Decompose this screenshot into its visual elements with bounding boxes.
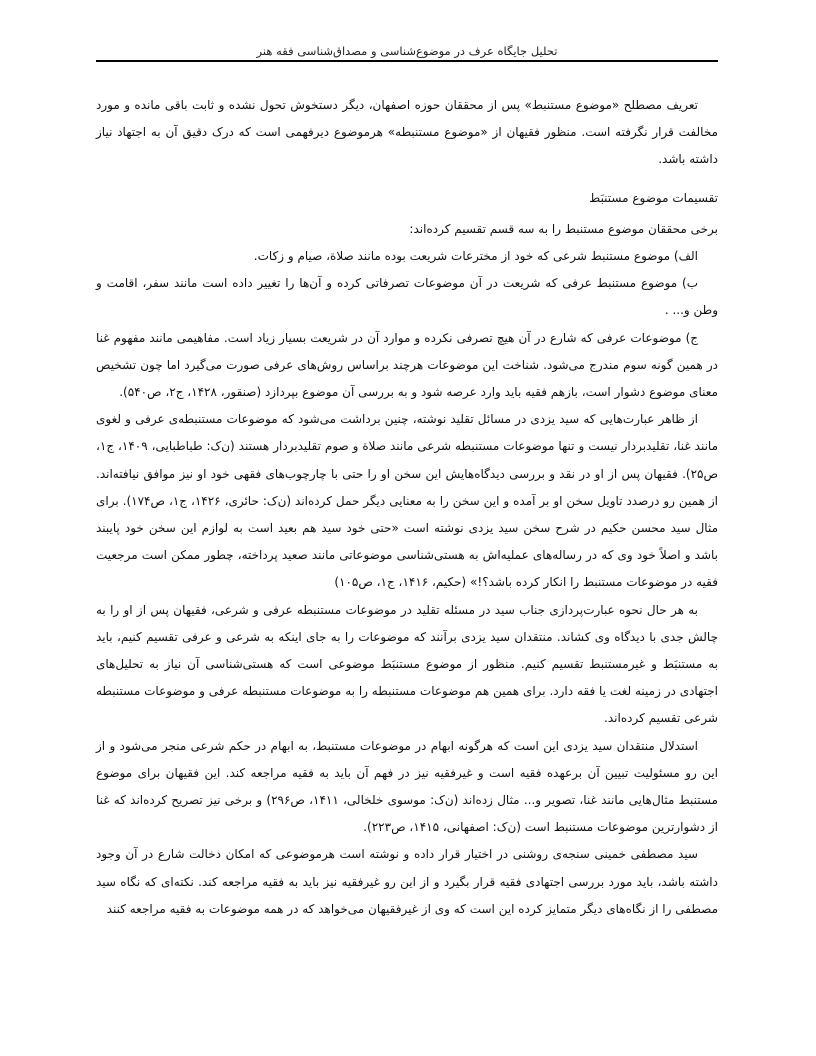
paragraph-intro: برخی محققان موضوع مستنبط را به سه قسم تقسیم کرده‌اند:	[409, 221, 718, 236]
list-item-b: ب) موضوع مستنبط عرفی که شریعت در آن موضوعات تصرفاتی کرده و آن‌ها را تغییر داده است مانند سفر، اقامت و وطن و... .	[96, 276, 718, 318]
section-heading: تقسیمات موضوع مستنبَط	[589, 190, 718, 205]
paragraph-khomeini: سید مصطفی خمینی سنجه‌ی روشنی در اختیار قرار داده و نوشته است هرموضوعی که امکان دخالت شارع در آن وجود داشته باشد، باید مورد بررسی اجتهادی فقیه قرار بگیرد و از این رو غیرفقیه نیز باید به فقیه مراجعه کند. نکته‌ای که نگاه سید مصطفی را از نگاه‌های دیگر متمایز کرده این است که وی از غیرفقیهان می‌خواهد که در همه موضوعات به فقیه مراجعه کنند	[96, 847, 718, 916]
paragraph-yazdi: از ظاهر عبارت‌هایی که سید یزدی در مسائل تقلید نوشته، چنین برداشت می‌شود که موضوعات مستنبطه‌ی عرفی و لغوی مانند غنا، تقلیدبردار نیست و تنها موضوعات مستنبطه شرعی مانند صلاة و صوم تقلیدبردار هستند (ن‌ک: طباطبایی، ۱۴۰۹، ج۱، ص۲۵). فقیهان پس از او در نقد و بررسی دیدگاه‌هایش این سخن او را حتی با چارچوب‌های فقهی خود او نیز موافق نیافته‌اند. از همین رو درصدد تاویل سخن او بر آمده و این سخن را به معنایی دیگر حمل کرده‌اند (ن‌ک: حائری، ۱۴۲۶، ج۱، ص۱۷۴). برای مثال سید محسن حکیم در شرح سخن سید یزدی نوشته است «حتی خود سید هم بعید است به لوازم این سخن خود پایبند باشد و اصلاً خود وی که در رساله‌های عملیه‌اش به هستی‌شناسی موضوعاتی مانند صعید پرداخته، چطور ممکن است مرجعیت فقیه در موضوعات مستنبط را انکار کرده باشد؟!» (حکیم، ۱۴۱۶، ج۱، ص۱۰۵)	[96, 412, 719, 590]
running-header: تحلیل جایگاه عرف در موضوع‌شناسی و مصداق‌شناسی فقه هنر	[256, 44, 558, 58]
paragraph-critics: به هر حال نحوه عبارت‌پردازی جناب سید در مسئله تقلید در موضوعات مستنبطه عرفی و شرعی، فقیهان پس از او را به چالش جدی با دیدگاه وی کشاند. منتقدان سید یزدی برآنند که موضوعات را به جای اینکه به شرعی و عرفی تقسیم کنیم، باید به مستنبَط و غیرمستنبط تقسیم کنیم. منظور از موضوع مستنبَط موضوعی است که هستی‌شناسی آن نیاز به تحلیل‌های اجتهادی در زمینه لغت یا فقه دارد. برای همین هم موضوعات مستنبطه را به موضوعات مستنبطه عرفی و موضوعات مستنبطه شرعی تقسیم کرده‌اند.	[96, 602, 718, 726]
header-rule	[96, 60, 718, 62]
document-body	[96, 92, 718, 923]
paragraph-argument: استدلال منتقدان سید یزدی این است که هرگونه ابهام در موضوعات مستنبط، به ابهام در حکم شرعی منجر می‌شود و از این رو مسئولیت تبیین آن برعهده فقیه است و غیرفقیه نیز در فهم آن باید به فقیه مراجعه کند. این فقیهان برای موضوع مستنبط مثال‌هایی مانند غنا، تصویر و... مثال زده‌اند (ن‌ک: موسوی خلخالی، ۱۴۱۱، ص۲۹۶) و برخی نیز تصریح کرده‌اند که غنا از دشوارترین موضوعات مستنبط است (ن‌ک: اصفهانی، ۱۴۱۵، ص۲۲۳).	[96, 738, 718, 835]
paragraph-definition: تعریف مصطلح «موضوع مستنبط» پس از محققان حوزه اصفهان، دیگر دستخوش تحول نشده و ثابت باقی مانده و مورد مخالفت قرار نگرفته است. منظور فقیهان از «موضوع مستنبطه» هرموضوع دیرفهمی است که درک دقیق آن به اجتهاد نیاز داشته باشد.	[96, 98, 718, 167]
list-item-c: ج) موضوعات عرفی که شارع در آن هیچ تصرفی نکرده و موارد آن در شریعت بسیار زیاد است. مفاهیمی مانند مفهوم غنا در همین گونه سوم مندرج می‌شود. شناخت این موضوعات هرچند براساس روش‌های عرفی صورت می‌گیرد اما چون تشخیص معنای موضوع دشوار است، بازهم فقیه باید وارد عرصه شود و به بررسی آن موضوع بپردازد (صنقور، ۱۴۲۸، ج۲، ص۵۴۰).	[96, 330, 718, 400]
list-item-a: الف) موضوع مستنبط شرعی که خود از مخترعات شریعت بوده مانند صلاة، صیام و زکات.	[253, 249, 698, 264]
